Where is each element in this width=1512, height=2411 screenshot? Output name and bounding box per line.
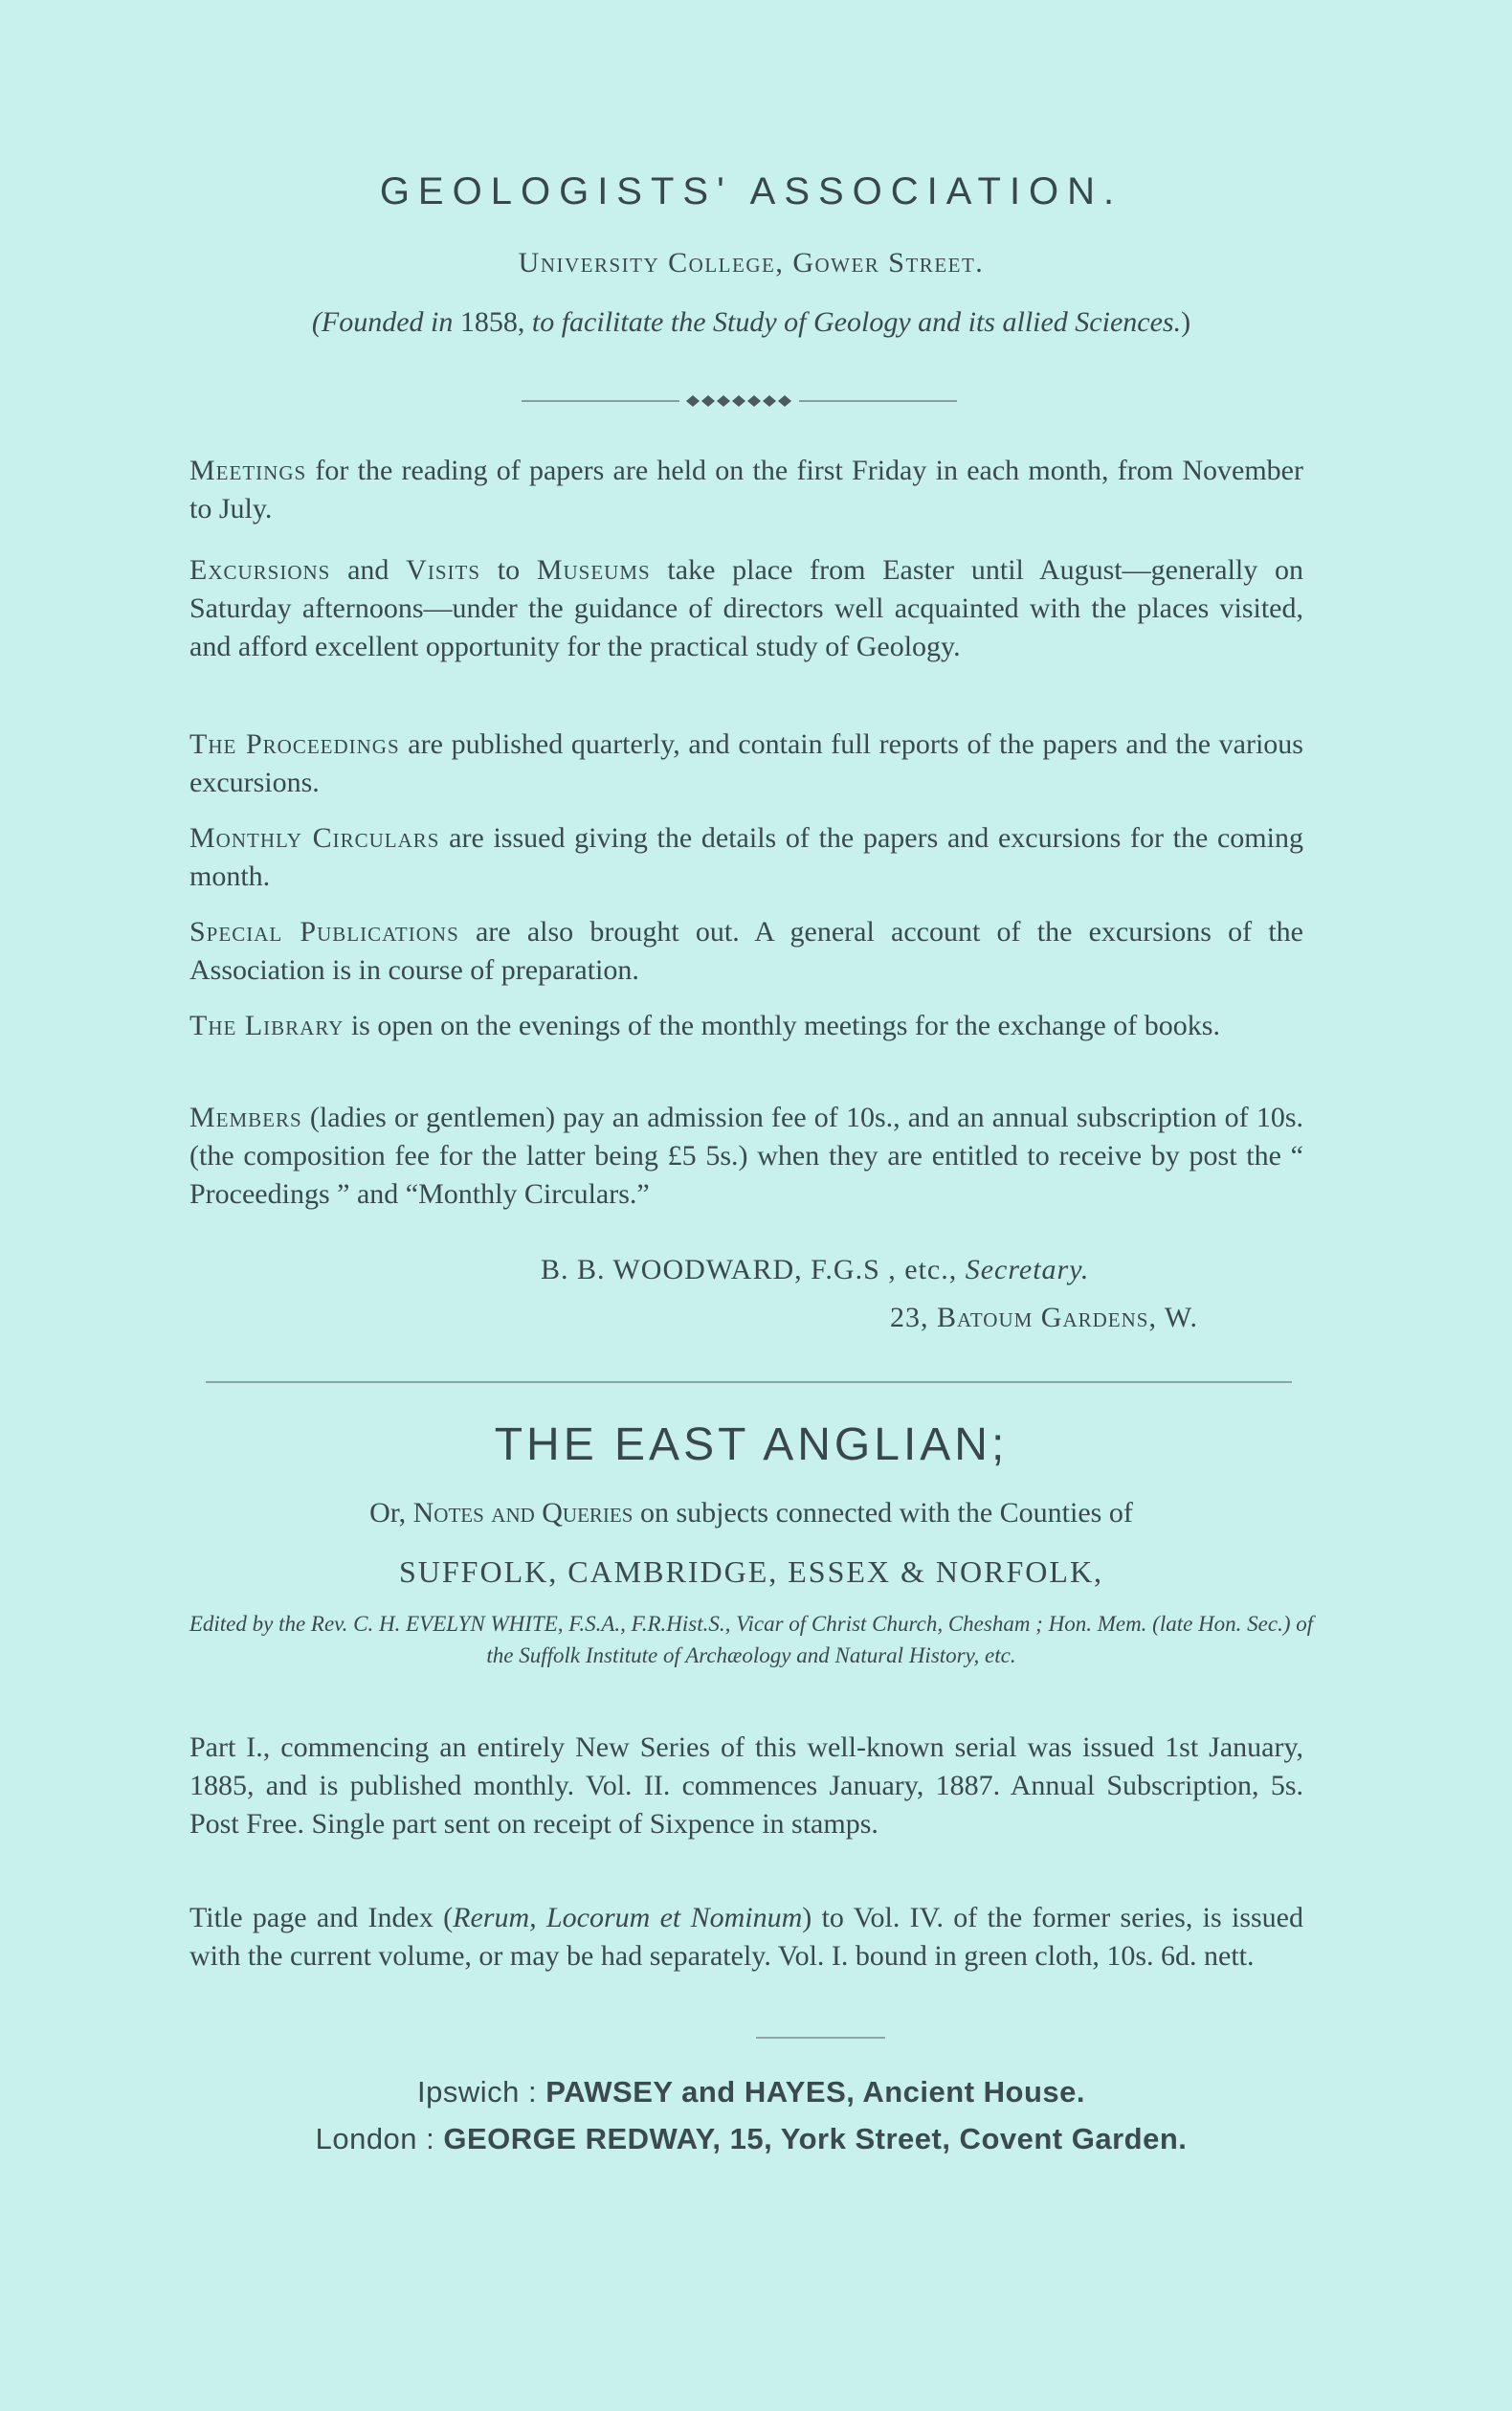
editor-line: Edited by the Rev. C. H. EVELYN WHITE, F.S.A., F.R.Hist.S., Vicar of Christ Church, Chesham ; Hon. Mem. (late Hon. Sec.) of the Suffolk Institute of Archæology and Natural History, etc. — [189, 1612, 1314, 1667]
founded-close: ) — [1181, 306, 1191, 338]
paragraph-library: The Library is open on the evenings of the monthly meetings for the exchange of books. — [189, 1010, 1220, 1041]
east-anglian-subtitle: Or, Notes and Queries on subjects connected with the Counties of — [369, 1497, 1133, 1529]
founded-rest: to facilitate the Study of Geology and its allied Sciences. — [531, 306, 1182, 338]
secretary-address: 23, Batoum Gardens, W. — [890, 1302, 1198, 1333]
paragraph-proceedings: The Proceedings are published quarterly, and contain full reports of the papers and the various excursions. — [189, 728, 1303, 798]
paragraph-publications: Special Publications are also brought out. A general account of the excursions of the Association is in course of preparation. — [189, 916, 1303, 986]
founded-year: 1858, — [453, 306, 532, 338]
publisher-ipswich: Ipswich : PAWSEY and HAYES, Ancient House. — [416, 2075, 1086, 2109]
paragraph-circulars: Monthly Circulars are issued giving the details of the papers and excursions for the coming month. — [189, 822, 1303, 892]
paragraph-members: Members (ladies or gentlemen) pay an admission fee of 10s., and an annual subscription of 10s. (the composition fee for the latter being £5 5s.) when they are entitled to receive by post the “ Proceedings ” and “Monthly Circulars.” — [189, 1102, 1303, 1210]
short-divider — [756, 2037, 885, 2039]
ornament-divider — [522, 387, 957, 415]
paragraph-title-page: Title page and Index (Rerum, Locorum et Nominum) to Vol. IV. of the former series, is issued with the current volume, or may be had separately. Vol. I. bound in green cloth, 10s. 6d. nett. — [189, 1902, 1303, 1972]
founded-line — [0, 306, 1502, 339]
paragraph-meetings: Meetings for the reading of papers are held on the first Friday in each month, from November to July. — [189, 455, 1303, 525]
paragraph-part-one: Part I., commencing an entirely New Series of this well-known serial was issued 1st January, 1885, and is published monthly. Vol. II. commences January, 1887. Annual Subscription, 5s. Post Free. Single part sent on receipt of Sixpence in stamps. — [189, 1731, 1303, 1840]
geologists-subtitle: University College, Gower Street. — [518, 247, 985, 279]
east-anglian-title: THE EAST ANGLIAN; — [494, 1419, 1009, 1470]
section-divider — [206, 1381, 1292, 1383]
geologists-title: GEOLOGISTS' ASSOCIATION. — [379, 170, 1123, 212]
paragraph-excursions: Excursions and Visits to Museums take place from Easter until August—generally on Saturday afternoons—under the guidance of directors well acquainted with the places visited, and afford excellent opportunity for the practical study of Geology. — [189, 554, 1303, 662]
counties-line: SUFFOLK, CAMBRIDGE, ESSEX & NORFOLK, — [398, 1554, 1104, 1589]
secretary-name: B. B. WOODWARD, F.G.S , etc., Secretary. — [541, 1254, 1090, 1285]
publisher-london: London : GEORGE REDWAY, 15, York Street, Covent Garden. — [315, 2122, 1188, 2155]
founded-open: (Founded in — [311, 306, 454, 338]
